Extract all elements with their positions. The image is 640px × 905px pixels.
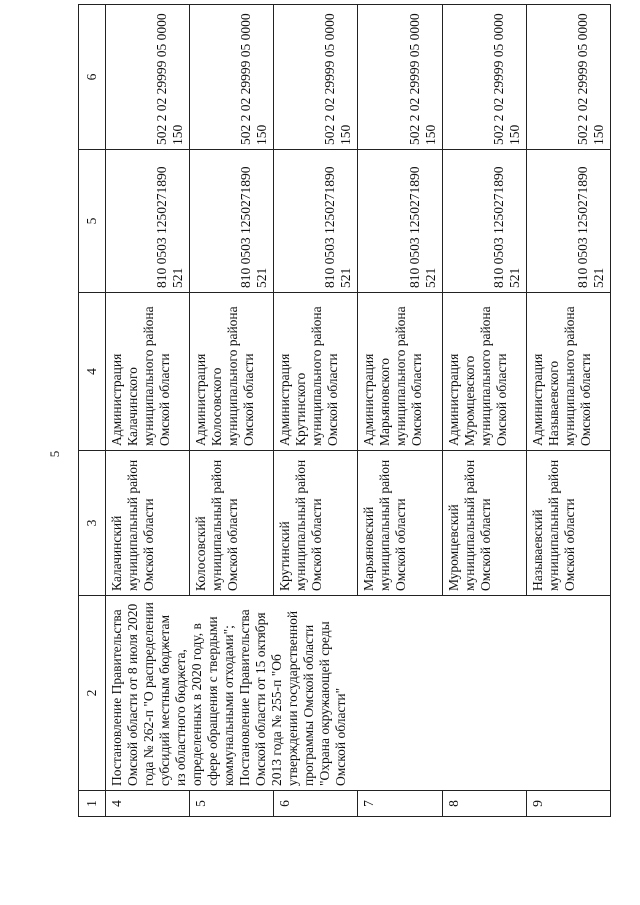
budget-code-cell: 810 0503 1250271890 521 [274,150,358,293]
budget-code-cell: 810 0503 1250271890 521 [190,150,274,293]
budget-code-cell: 810 0503 1250271890 521 [358,150,442,293]
row-number: 7 [358,791,442,817]
header-col-6: 6 [79,5,106,150]
header-col-4: 4 [79,293,106,451]
row-number: 5 [190,791,274,817]
revenue-code-cell: 502 2 02 29999 05 0000 150 [358,5,442,150]
administration-cell: Администрация Крутинского муниципального района Омской области [274,293,358,451]
budget-code-cell: 810 0503 1250271890 521 [106,150,190,293]
revenue-code-cell: 502 2 02 29999 05 0000 150 [274,5,358,150]
legal-basis-text: Постановление Правительства Омской области от 8 июля 2020 года № 262-п "О распределении субсидий местным бюджетам из областного бюджета, определенных в 2020 году, в сфере обращения с твердыми коммунальными отходами"; [109,602,236,786]
distribution-table [78,4,611,817]
row-number: 4 [106,791,190,817]
district-cell: Калачинский муниципальный район Омской области [106,451,190,596]
revenue-code-cell: 502 2 02 29999 05 0000 150 [106,5,190,150]
district-cell: Марьяновский муниципальный район Омской области [358,451,442,596]
legal-basis-text: Постановление Правительства Омской области от 15 октября 2013 года № 255-п "Об утверждении государственной программы Омской области "Охрана окружающей среды Омской области" [237,609,348,786]
administration-cell: Администрация Калачинского муниципального района Омской области [106,293,190,451]
row-number: 9 [526,791,610,817]
legal-basis-cell [106,596,611,791]
district-cell: Муромцевский муниципальный район Омской области [442,451,526,596]
header-col-1: 1 [79,791,106,817]
row-number: 8 [442,791,526,817]
district-cell: Колосовский муниципальный район Омской области [190,451,274,596]
header-col-2: 2 [79,596,106,791]
budget-code-cell: 810 0503 1250271890 521 [526,150,610,293]
district-cell: Крутинский муниципальный район Омской области [274,451,358,596]
revenue-code-cell: 502 2 02 29999 05 0000 150 [190,5,274,150]
district-cell: Называевский муниципальный район Омской области [526,451,610,596]
rotated-table-container [78,5,611,817]
row-number: 6 [274,791,358,817]
administration-cell: Администрация Марьяновского муниципального района Омской области [358,293,442,451]
revenue-code-cell: 502 2 02 29999 05 0000 150 [442,5,526,150]
budget-code-cell: 810 0503 1250271890 521 [442,150,526,293]
revenue-code-cell: 502 2 02 29999 05 0000 150 [526,5,610,150]
header-col-5: 5 [79,150,106,293]
administration-cell: Администрация Муромцевского муниципального района Омской области [442,293,526,451]
table-row [106,5,190,817]
administration-cell: Администрация Называевского муниципального района Омской области [526,293,610,451]
header-col-3: 3 [79,451,106,596]
page-number: 5 [47,450,62,458]
administration-cell: Администрация Колосовского муниципального района Омской области [190,293,274,451]
header-row [79,5,106,817]
